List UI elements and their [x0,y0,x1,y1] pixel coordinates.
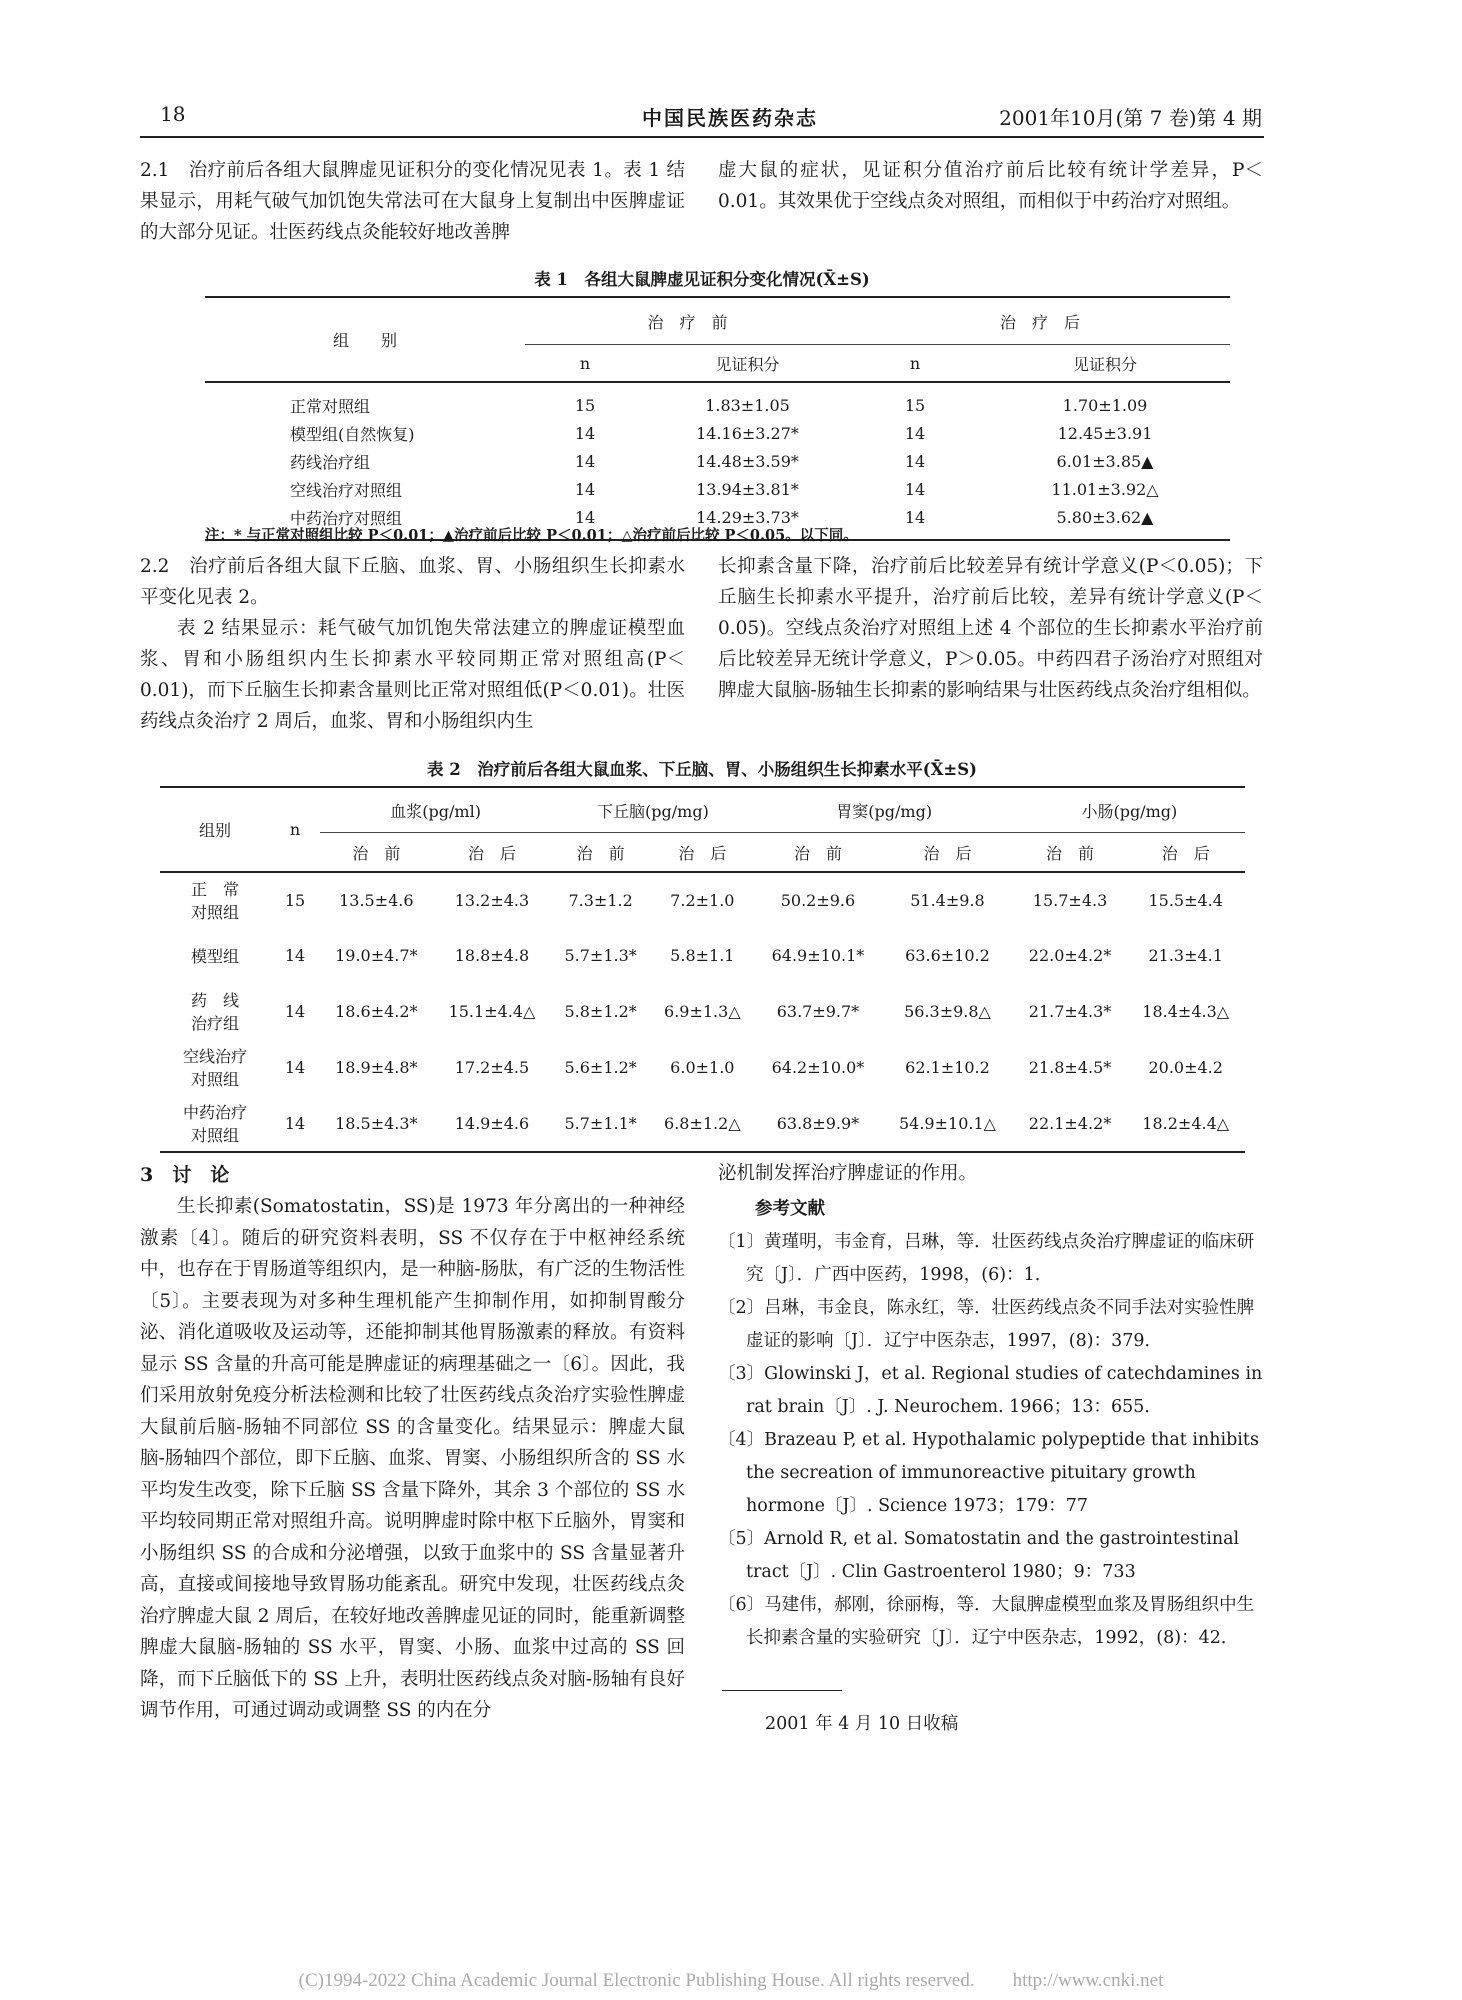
table2-after-header: 治 后 [923,843,972,863]
journal-title: 中国民族医药杂志 [642,106,818,130]
table2-after-header: 治 后 [1161,843,1210,863]
table-row: 正常对照组 15 1.83±1.05 15 1.70±1.09 [290,395,1148,416]
section-3-title: 3 讨 论 [140,1164,230,1186]
reference-item: 〔6〕马建伟，郝刚，徐丽梅，等．大鼠脾虚模型血浆及胃肠组织中生长抑素含量的实验研究〔J〕．辽宁中医杂志，1992，(8)：42． [718,1595,1255,1648]
page-number: 18 [160,102,186,126]
table1-group-header: 组 别 [205,297,525,382]
table-row: 中药治疗 对照组 14 18.5±4.3* 14.9±4.6 5.7±1.1* 6.8±1.2△ 63.8±9.9* 54.9±10.1△ 22.1±4.2* 18.2±4.4△ [160,1095,1245,1152]
table2-after-header: 治 后 [467,843,516,863]
table-row: 空线治疗 对照组 14 18.9±4.8* 17.2±4.5 5.6±1.2* 6.0±1.0 64.2±10.0* 62.1±10.2 21.8±4.5* 20.0±4.2 [182,1047,1223,1089]
table-row: 正 常 对照组 15 13.5±4.6 13.2±4.3 7.3±1.2 7.2±1.0 50.2±9.6 51.4±9.8 15.7±4.3 15.5±4.4 [190,880,1223,922]
header-rule [140,136,1264,138]
received-rule [722,1690,842,1691]
table-row: 药线治疗组 14 14.48±3.59* 14 6.01±3.85▲ [290,451,1154,472]
section-2-1-right: 虚大鼠的症状，见证积分值治疗前后比较有统计学差异，P＜0.01。其效果优于空线点灸对照组，而相似于中药治疗对照组。 [718,160,1263,212]
reference-item: 〔3〕Glowinski J，et al. Regional studies of catechdamines in rat brain〔J〕. J. Neurochem. 1966；13：655． [718,1364,1263,1417]
received-date: 2001 年 4 月 10 日收稿 [765,1714,959,1734]
table2 [160,786,1245,1153]
table1-score-header: 见证积分 [715,354,780,374]
table2-caption: 表 2 治疗前后各组大鼠血浆、下丘脑、胃、小肠组织生长抑素水平(X̄±S) [427,760,977,779]
table-row: 模型组 14 19.0±4.7* 18.8±4.8 5.7±1.3* 5.8±1.1 64.9±10.1* 63.6±10.2 22.0±4.2* 21.3±4.1 [190,945,1223,966]
reference-item: 〔5〕Arnold R, et al. Somatostatin and the gastrointestinal tract〔J〕. Clin Gastroenterol 1980；9：733 [718,1529,1240,1582]
section-3-body: 生长抑素(Somatostatin，SS)是 1973 年分离出的一种神经激素〔4〕。随后的研究资料表明，SS 不仅存在于中枢神经系统中，也存在于胃肠道等组织内，是一种脑-肠肽，有广泛的生物活性〔5〕。主要表现为对多种生理机能产生抑制作用，如抑制胃酸分泌、消化道吸收及运动等，还能抑制其他胃肠激素的释放。有资料显示 SS 含量的升高可能是脾虚证的病理基础之一〔6〕。因此，我们采用放射免疫分析法检测和比较了壮医药线点灸治疗实验性脾虚大鼠前后脑-肠轴不同部位 SS 的含量变化。结果显示：脾虚大鼠脑-肠轴四个部位，即下丘脑、血浆、胃窦、小肠组织所含的 SS 水平均发生改变，除下丘脑 SS 含量下降外，其余 3 个部位的 SS 水平均较同期正常对照组升高。说明脾虚时除中枢下丘脑外，胃窦和小肠组织 SS 的合成和分泌增强，以致于血浆中的 SS 含量显著升高，直接或间接地导致胃肠功能紊乱。研究中发现，壮医药线点灸治疗脾虚大鼠 2 周后，在较好地改善脾虚见证的同时，能重新调整脾虚大鼠脑-肠轴的 SS 水平，胃窦、小肠、血浆中过高的 SS 回降，而下丘脑低下的 SS 上升，表明壮医药线点灸对脑-肠轴有良好调节作用，可通过调动或调整 SS 的内在分 [140,1196,685,1721]
reference-item: 〔4〕Brazeau P, et al. Hypothalamic polypeptide that inhibits the secreation of immunoreactive pituitary growth hormone〔J〕. Science 1973；179：77 [718,1430,1259,1516]
table2-before-header: 治 前 [793,843,842,863]
section-3-continuation: 泌机制发挥治疗脾虚证的作用。 [718,1163,978,1184]
table2-before-header: 治 前 [576,843,625,863]
table1-caption: 表 1 各组大鼠脾虚见证积分变化情况(X̄±S) [534,270,870,289]
table-row: 药 线 治疗组 14 18.6±4.2* 15.1±4.4△ 5.8±1.2* 6.9±1.3△ 63.7±9.7* 56.3±9.8△ 21.7±4.3* 18.4±4.3△ [190,991,1230,1033]
table2-tissue-header: 小肠(pg/mg) [1014,787,1245,833]
table-row: 空线治疗对照组 14 13.94±3.81* 14 11.01±3.92△ [290,479,1159,500]
copyright-footer: (C)1994-2022 China Academic Journal Electronic Publishing House. All rights reserved. http://www.cnki.net [298,1970,1164,1991]
table2-before-header: 治 前 [1046,843,1095,863]
table1-before-header: 治 疗 前 [525,297,850,345]
table1-note: 注：* 与正常对照组比较 P＜0.01；▲治疗前后比较 P＜0.01；△治疗前后比较 P＜0.05。以下同。 [205,527,858,544]
table2-tissue-header: 血浆(pg/ml) [320,787,551,833]
section-2-1-left: 2.1 治疗前后各组大鼠脾虚见证积分的变化情况见表 1。表 1 结果显示，用耗气破气加饥饱失常法可在大鼠身上复制出中医脾虚证的大部分见证。壮医药线点灸能较好地改善脾 [140,160,685,243]
issue-info: 2001年10月(第 7 卷)第 4 期 [999,106,1262,130]
table-row: 中药治疗对照组 14 14.29±3.73* 14 5.80±3.62▲ [205,503,1230,540]
section-2-2-left: 2.2 治疗前后各组大鼠下丘脑、血浆、胃、小肠组织生长抑素水平变化见表 2。 表 2 结果显示：耗气破气加饥饱失常法建立的脾虚证模型血浆、胃和小肠组织内生长抑素水平较同期正常对照组高(P＜0.01)，而下丘脑生长抑素含量则比正常对照组低(P＜0.01)。壮医药线点灸治疗 2 周后，血浆、胃和小肠组织内生 [140,556,685,732]
reference-item: 〔1〕黄瑾明，韦金育，吕琳，等．壮医药线点灸治疗脾虚证的临床研究〔J〕．广西中医药，1998，(6)：1． [718,1232,1255,1285]
table-row: 模型组(自然恢复) 14 14.16±3.27* 14 12.45±3.91 [290,423,1153,444]
section-2-2-right: 长抑素含量下降，治疗前后比较差异有统计学意义(P＜0.05)；下丘脑生长抑素水平提升，治疗前后比较，差异有统计学意义(P＜0.05)。空线点灸治疗对照组上述 4 个部位的生长抑素水平治疗前后比较差异无统计学意义，P＞0.05。中药四君子汤治疗对照组对脾虚大鼠脑-肠轴生长抑素的影响结果与壮医药线点灸治疗组相似。 [718,556,1263,701]
table1 [205,296,1230,541]
table1-score-header: 见证积分 [1072,354,1137,374]
table1-n-header: n [579,353,591,373]
table2-group-header: 组别 [160,787,270,872]
table2-tissue-header: 胃窦(pg/mg) [755,787,1014,833]
table2-before-header: 治 前 [352,843,401,863]
references-title: 参考文献 [755,1199,825,1219]
reference-item: 〔2〕吕琳，韦金良，陈永红，等．壮医药线点灸不同手法对实验性脾虚证的影响〔J〕．辽宁中医杂志，1997，(8)：379． [718,1298,1255,1351]
references-list [718,1226,1263,1655]
table2-n-header: n [270,787,320,872]
table1-n-header: n [909,353,921,373]
table2-after-header: 治 后 [678,843,727,863]
table2-tissue-header: 下丘脑(pg/mg) [551,787,754,833]
table1-after-header: 治 疗 后 [850,297,1230,345]
